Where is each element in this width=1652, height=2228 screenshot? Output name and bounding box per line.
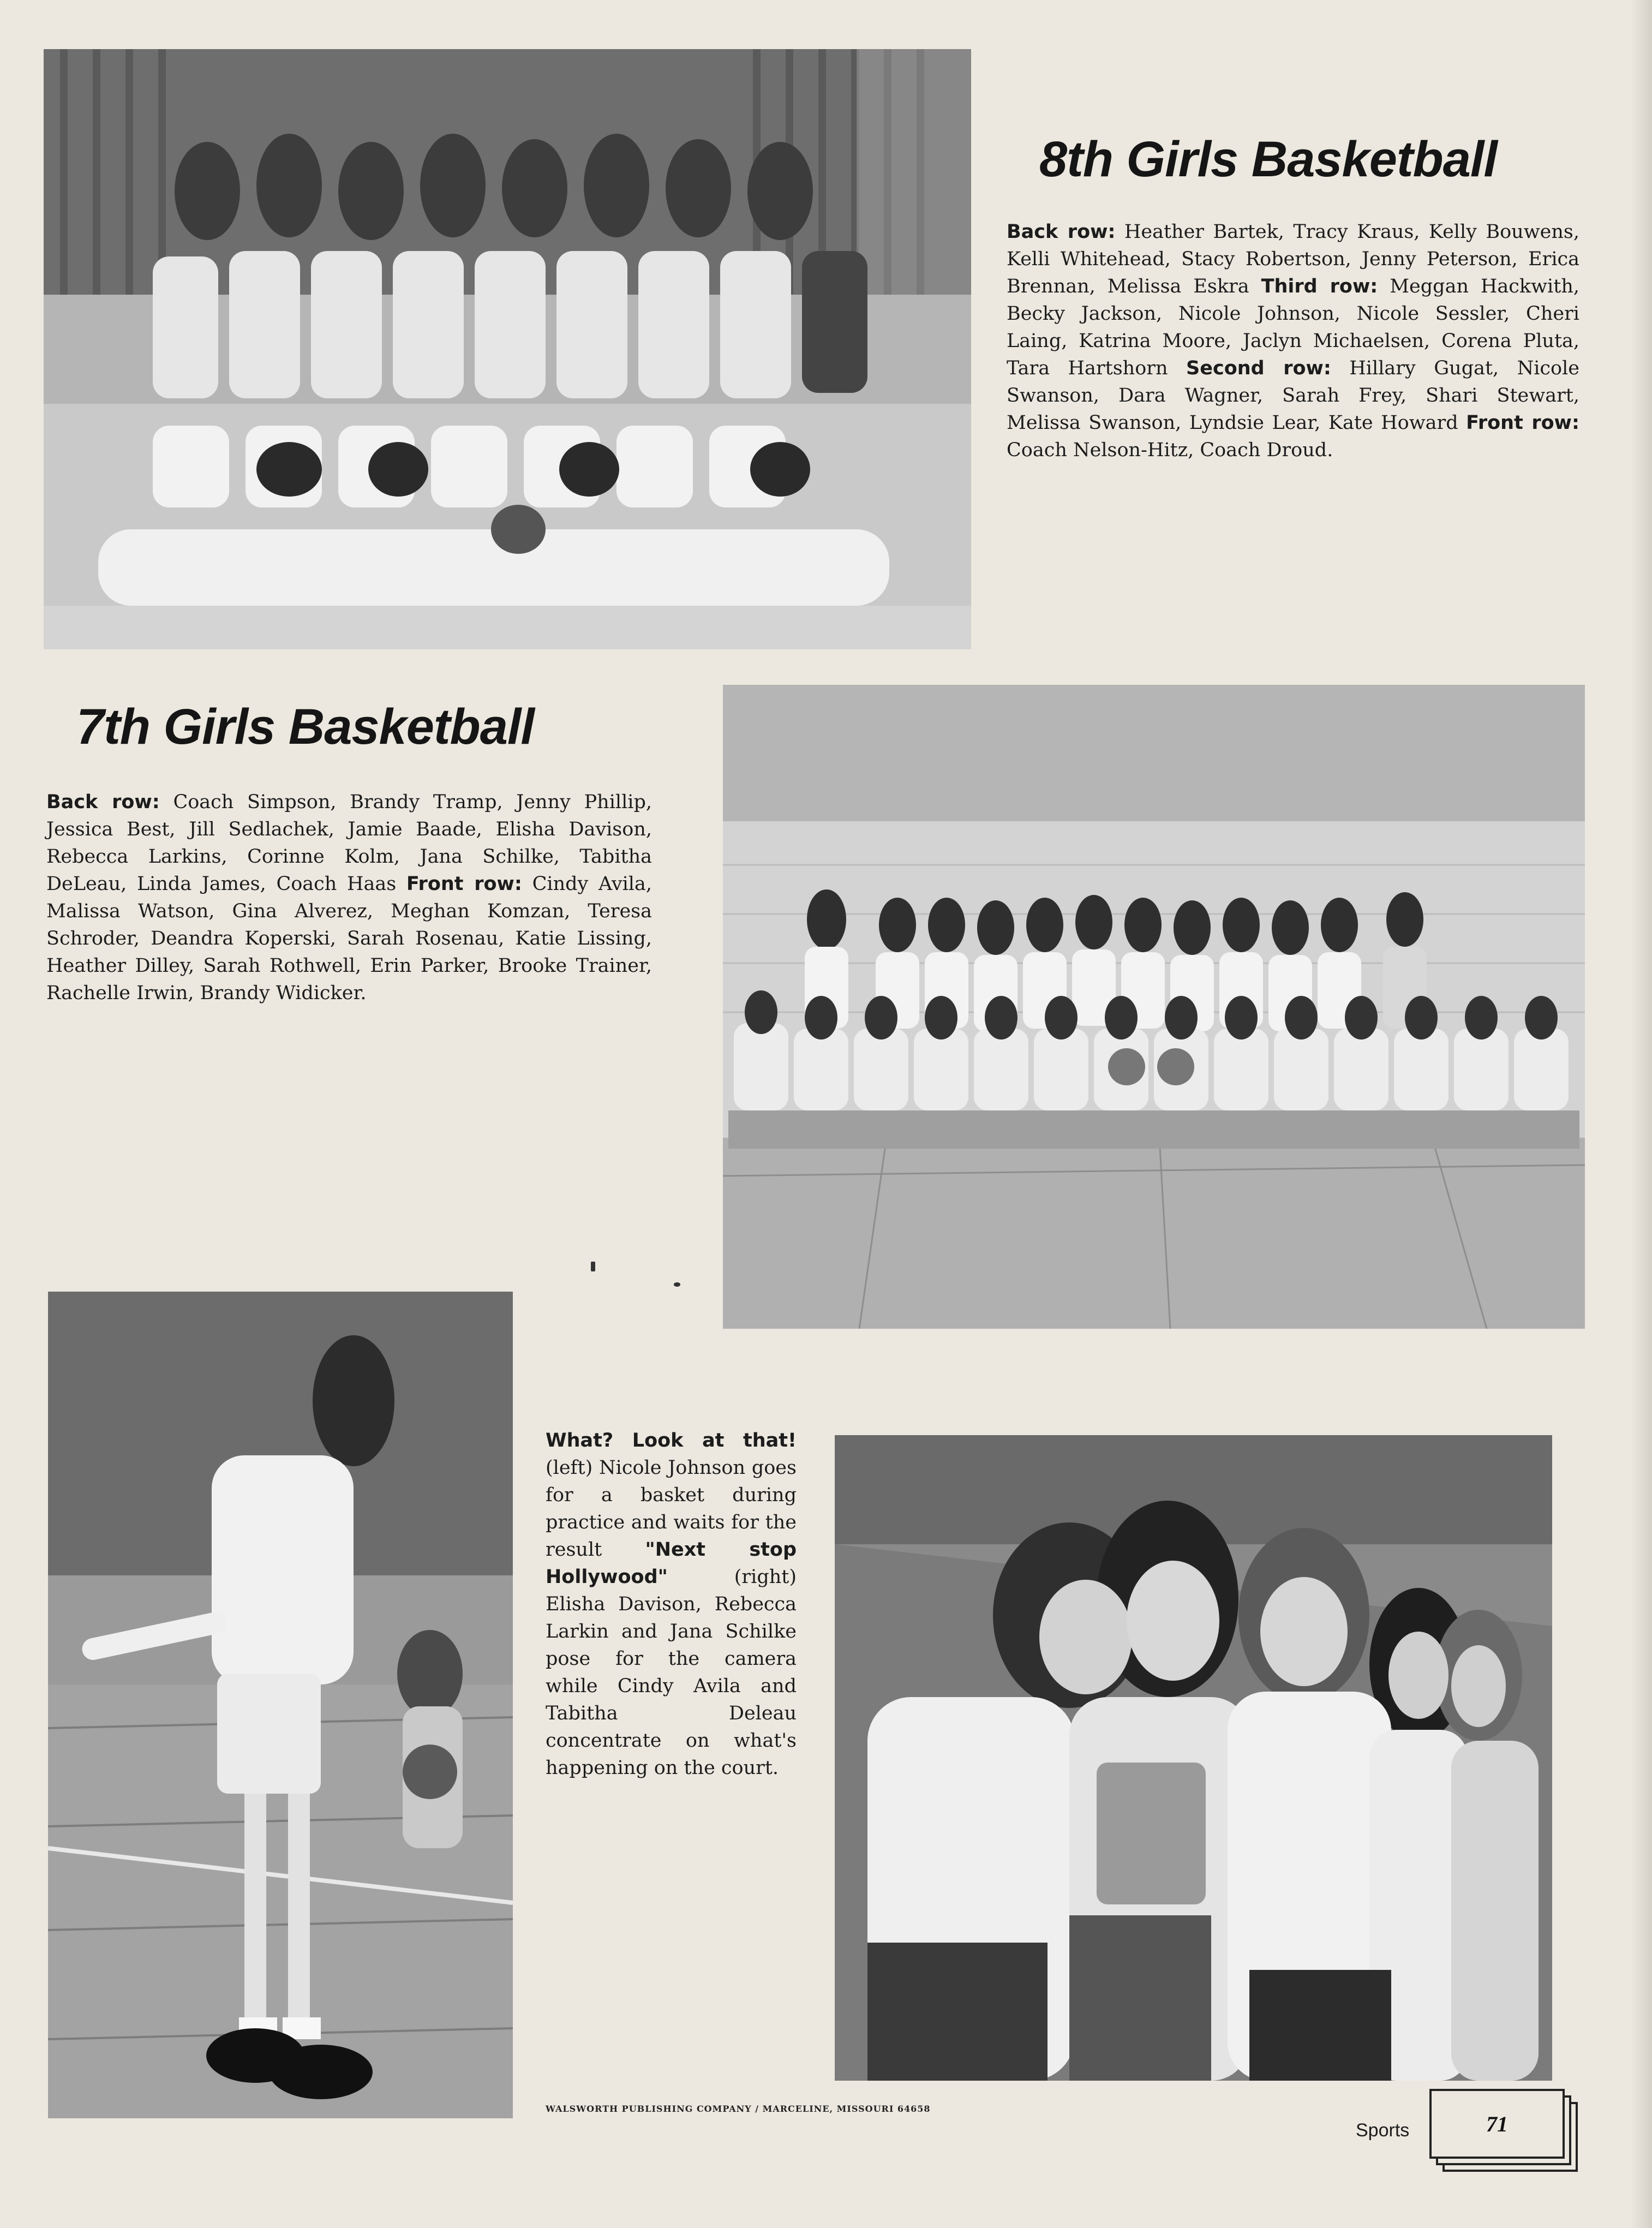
- roster-row-names: Meggan Hackwith, Becky Jackson, Nicole Johnson, Nicole Sessler, Cheri Laing, Katrina Moore, Jaclyn Michaelsen, Corena Pluta, Tara Hartshorn: [1007, 276, 1579, 379]
- eighth-grade-team-photo: [44, 49, 971, 649]
- roster-row-names: Coach Nelson-Hitz, Coach Droud.: [1007, 439, 1333, 461]
- roster-row-label: Front row:: [1466, 412, 1579, 434]
- print-speck: [591, 1262, 595, 1271]
- folio-front-layer: [1429, 2089, 1565, 2159]
- publisher-imprint: WALSWORTH PUBLISHING COMPANY / MARCELINE, MISSOURI 64658: [546, 2104, 931, 2114]
- caption-lead: "Next stop Hollywood": [546, 1539, 797, 1588]
- roster-row-names: Hillary Gugat, Nicole Swanson, Dara Wagner, Sarah Frey, Shari Stewart, Melissa Swanson, Lyndsie Lear, Kate Howard: [1007, 357, 1579, 434]
- eighth-grade-roster: [1007, 218, 1579, 464]
- caption-text: (right) Elisha Davison, Rebecca Larkin and Jana Schilke pose for the camera while Cindy Avila and Tabitha Deleau concentrate on what's happening on the court.: [546, 1566, 797, 1779]
- roster-row-label: Second row:: [1186, 357, 1331, 379]
- roster-row-names: Cindy Avila, Malissa Watson, Gina Alverez, Meghan Komzan, Teresa Schroder, Deandra Koperski, Sarah Rosenau, Katie Lissing, Heather Dilley, Sarah Rothwell, Erin Parker, Brooke Trainer, Rachelle Irwin, Brandy Widicker.: [46, 873, 652, 1004]
- page-number: 71: [1486, 2111, 1508, 2136]
- roster-row-label: Front row:: [406, 873, 522, 895]
- page-edge-shadow: [1630, 0, 1652, 2228]
- page-number-box: [1429, 2089, 1593, 2171]
- seventh-grade-title: 7th Girls Basketball: [76, 699, 534, 755]
- print-speck: [674, 1282, 680, 1287]
- caption-lead: What? Look at that!: [546, 1430, 797, 1452]
- section-label: Sports: [1356, 2120, 1410, 2141]
- player-practice-photo: [48, 1292, 513, 2118]
- seventh-grade-team-photo: [723, 685, 1585, 1329]
- candid-photos-caption: [546, 1427, 797, 1782]
- roster-row-label: Back row:: [46, 791, 160, 813]
- seventh-grade-roster: [46, 789, 652, 1007]
- roster-row-names: Coach Simpson, Brandy Tramp, Jenny Phillip, Jessica Best, Jill Sedlachek, Jamie Baade, Elisha Davison, Rebecca Larkins, Corinne Kolm, Jana Schilke, Tabitha DeLeau, Linda James, Coach Haas: [46, 791, 653, 895]
- roster-row-names: Heather Bartek, Tracy Kraus, Kelly Bouwens, Kelli Whitehead, Stacy Robertson, Jenny Peterson, Erica Brennan, Melissa Eskra: [1007, 221, 1580, 297]
- caption-text: (left) Nicole Johnson goes for a basket during practice and waits for the result: [546, 1457, 797, 1561]
- eighth-grade-title: 8th Girls Basketball: [1039, 132, 1497, 187]
- roster-row-label: Third row:: [1261, 276, 1378, 297]
- roster-row-label: Back row:: [1007, 221, 1116, 243]
- girls-posing-photo: [835, 1435, 1552, 2081]
